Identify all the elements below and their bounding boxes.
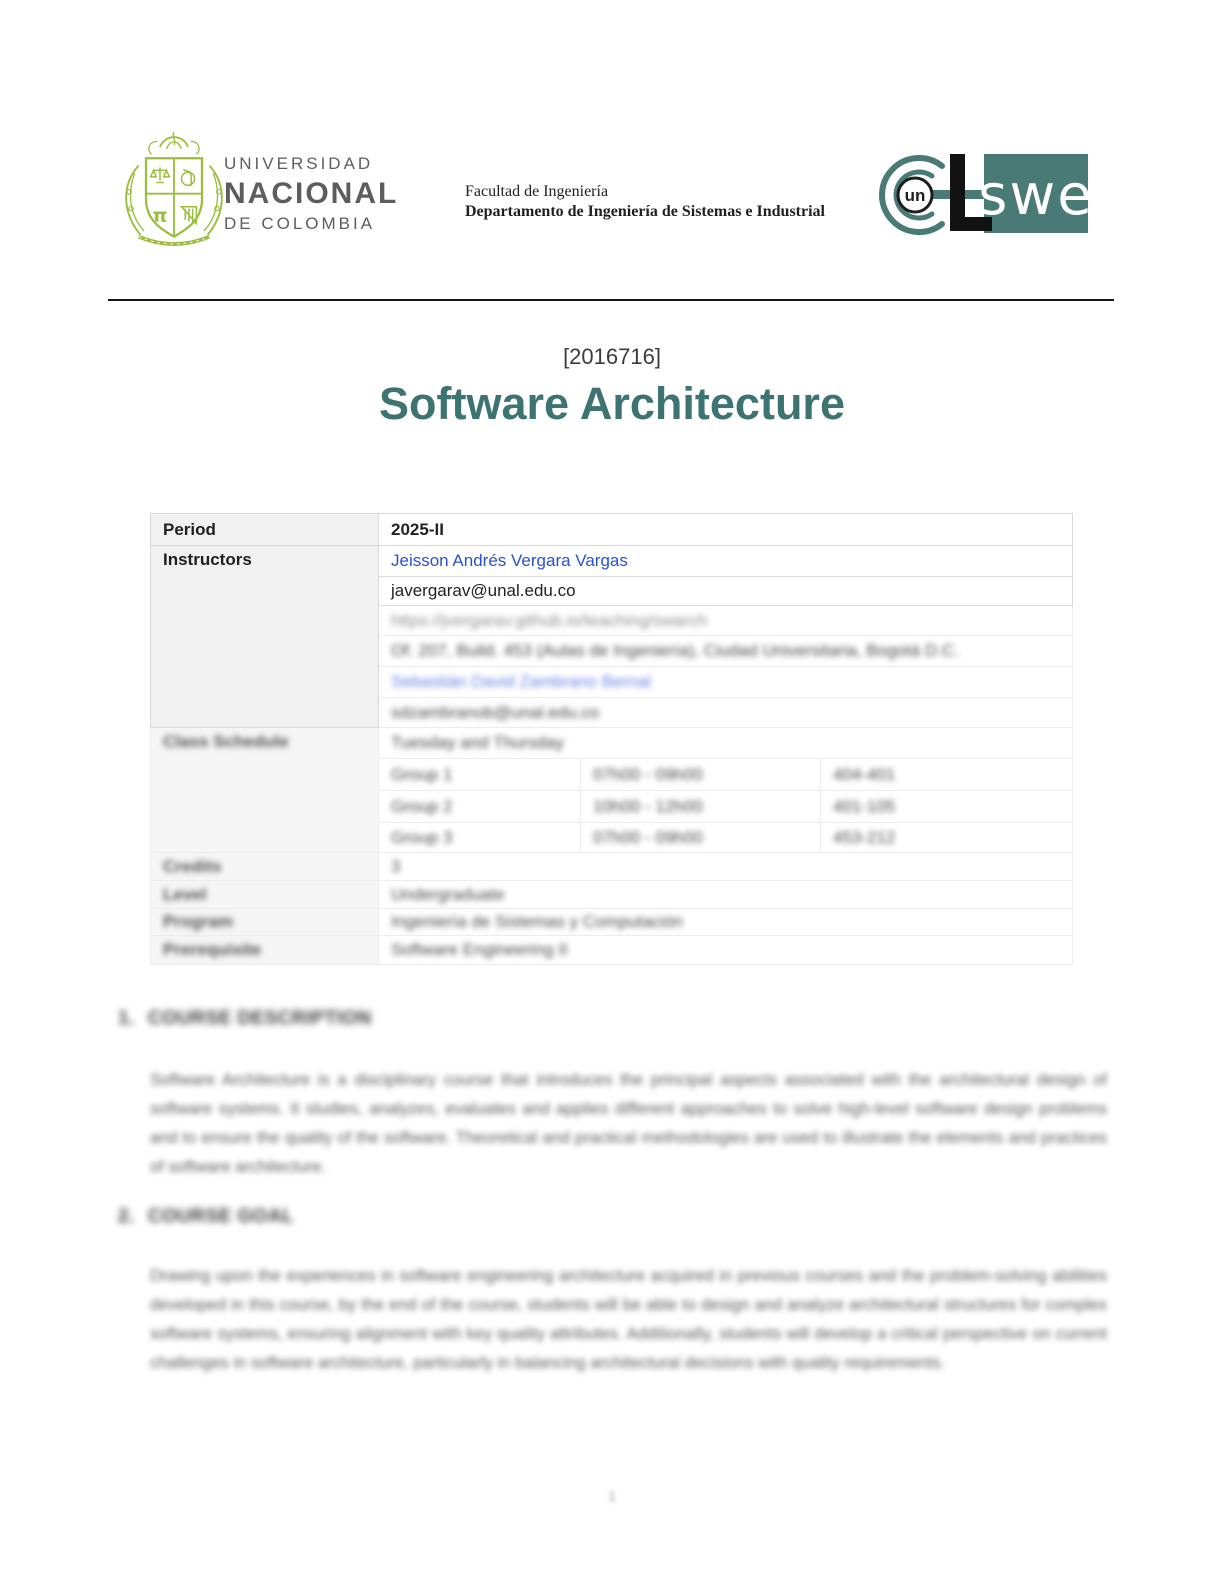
university-name-line1: UNIVERSIDAD xyxy=(224,154,374,173)
unl-swe-lab-logo xyxy=(866,140,1096,250)
table-row-level xyxy=(151,881,1073,909)
section1-body: Software Architecture is a disciplinary course that introduces the principal aspects associated with the architectural design of software systems. It studies, analyzes, evaluates and applies different approaches to solve high-level software design problems and to ensure the quality of the software. Theoretical and practical methodologies are used to illustrate the elements and practices of software architecture. xyxy=(150,1071,1107,1176)
schedule-days: Tuesday and Thursday xyxy=(391,733,564,752)
instructor2-name-link[interactable]: Sebastián David Zambrano Bernal xyxy=(391,672,651,691)
table-row-prerequisite xyxy=(151,936,1073,965)
faculty-department xyxy=(465,182,825,222)
university-wordmark xyxy=(224,154,398,234)
credits-value: 3 xyxy=(391,856,401,876)
course-info-table xyxy=(150,513,1073,965)
group3-name: Group 3 xyxy=(391,827,453,847)
group2-time: 10h00 - 12h00 xyxy=(593,796,703,816)
department-name: Departamento de Ingeniería de Sistemas e Industrial xyxy=(465,203,825,220)
instructor2-email[interactable]: sdzambranob@unal.edu.co xyxy=(391,702,600,722)
program-value: Ingeniería de Sistemas y Computación xyxy=(391,912,683,931)
instructor1-office: Of. 207, Build. 453 (Aulas de Ingeniería), Ciudad Universitaria, Bogotá D.C. xyxy=(391,641,959,660)
credits-label: Credits xyxy=(163,856,222,876)
instructor1-name-link[interactable]: Jeisson Andrés Vergara Vargas xyxy=(391,551,628,570)
period-value: 2025-II xyxy=(379,514,1073,546)
instructor1-url-link[interactable]: https://jvergarav.github.io/teaching/swarch xyxy=(391,610,708,630)
university-name-line2: NACIONAL xyxy=(224,177,399,210)
page-number: 1 xyxy=(608,1488,616,1504)
group3-room: 453-212 xyxy=(833,827,896,847)
table-row-schedule-days xyxy=(151,728,1073,759)
section2-body: Drawing upon the experiences in software engineering architecture acquired in previous courses and the problem-solving abilities developed in this course, by the end of the course, students will be able to design and analyze architectural structures for complex software systems, ensuring alignment with key quality attributes. Additionally, students will develop a critical perspective on current challenges in software architecture, particularly in balancing architectural decisions with quality requirements. xyxy=(150,1267,1107,1372)
level-label: Level xyxy=(163,884,207,904)
section2-heading xyxy=(118,1206,294,1228)
program-label: Program xyxy=(163,912,233,931)
class-schedule-label: Class Schedule xyxy=(163,732,289,751)
unal-crest-logo xyxy=(118,126,230,257)
university-name-line3: DE COLOMBIA xyxy=(224,214,376,233)
header-divider-line xyxy=(108,299,1114,301)
group3-time: 07h00 - 09h00 xyxy=(593,827,703,847)
section2-number: 2. xyxy=(118,1206,135,1227)
table-row-program xyxy=(151,909,1073,936)
lab-logo-un-text: un xyxy=(904,186,926,205)
prerequisite-label: Prerequisite xyxy=(163,940,262,959)
section1-number: 1. xyxy=(118,1008,135,1029)
section2-title: COURSE GOAL xyxy=(148,1206,294,1227)
section1-title: COURSE DESCRIPTION xyxy=(148,1008,372,1029)
group1-room: 404-401 xyxy=(833,764,896,784)
table-row-period xyxy=(151,514,1073,546)
level-value: Undergraduate xyxy=(391,884,505,904)
instructor1-email[interactable]: javergarav@unal.edu.co xyxy=(379,577,1073,606)
group1-time: 07h00 - 09h00 xyxy=(593,764,703,784)
lab-logo-swe-text: swe xyxy=(978,163,1094,228)
instructors-label: Instructors xyxy=(151,546,379,728)
prerequisite-value: Software Engineering II xyxy=(391,940,568,959)
svg-text:π: π xyxy=(152,205,168,227)
table-row-credits xyxy=(151,853,1073,881)
table-row-instructor1-name xyxy=(151,546,1073,577)
section1-heading xyxy=(118,1008,372,1030)
course-code: [2016716] xyxy=(563,344,661,369)
faculty-name: Facultad de Ingeniería xyxy=(465,183,609,200)
group2-room: 401-105 xyxy=(833,796,896,816)
period-label: Period xyxy=(151,514,379,546)
group2-name: Group 2 xyxy=(391,796,453,816)
group1-name: Group 1 xyxy=(391,764,453,784)
course-title: Software Architecture xyxy=(379,378,845,429)
